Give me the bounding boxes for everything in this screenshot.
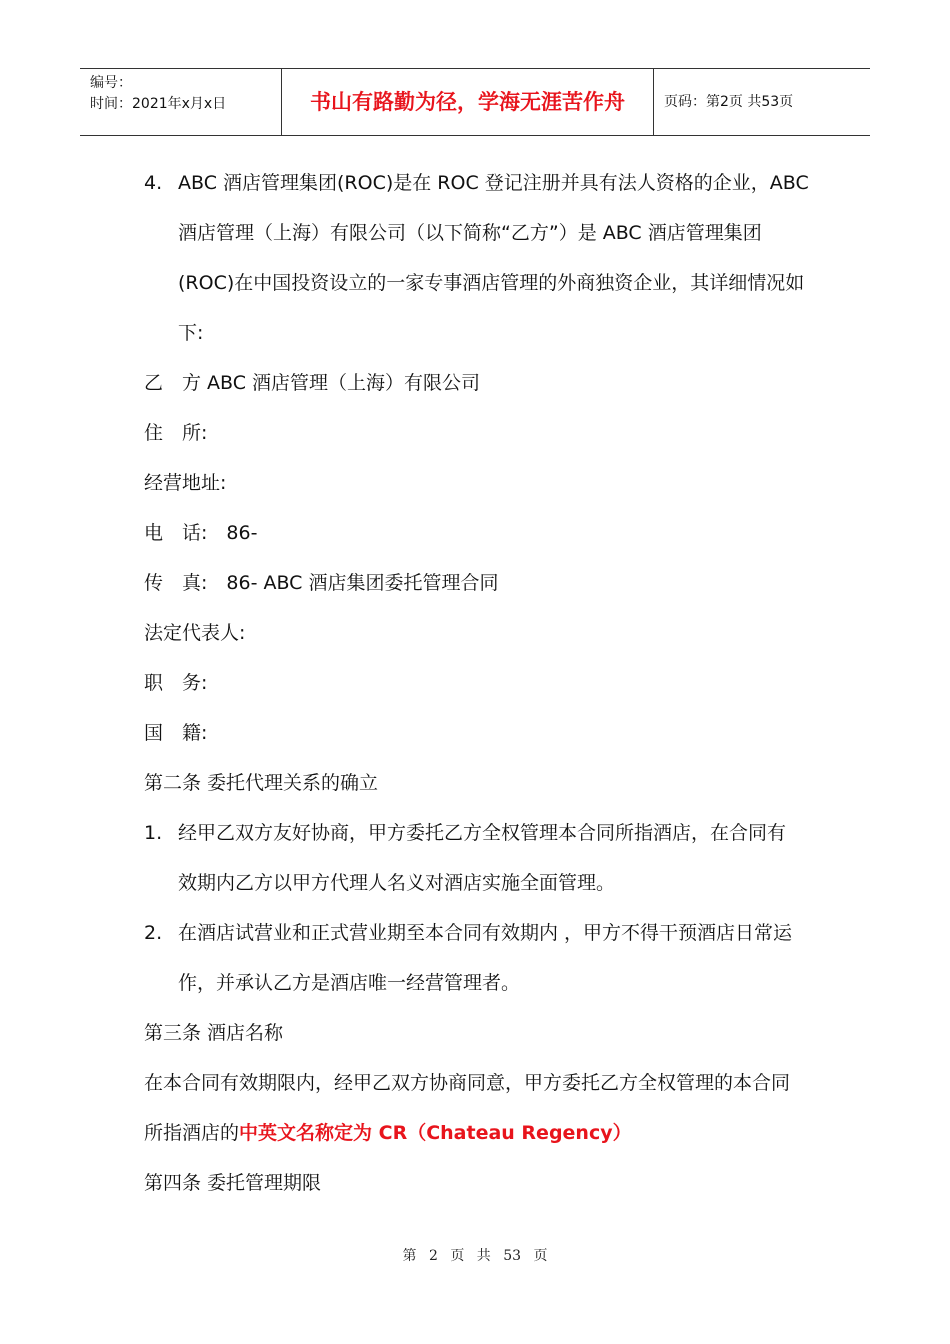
item-4-number: 4. [144,172,163,194]
footer-word-di: 第 [402,1248,417,1264]
footer-word-ye: 页 [450,1248,465,1264]
serial-label: 编号： [90,75,132,91]
party-b-line: 乙 方 ABC 酒店管理（上海）有限公司 [144,372,481,394]
page-footer [0,1245,950,1265]
fax-line: 传 真: 86- ABC 酒店集团委托管理合同 [144,572,499,594]
article-2-item-2-line-1: 在酒店试营业和正式营业期至本合同有效期内 ，甲方不得干预酒店日常运 [178,922,793,944]
item-4-line-3: (ROC)在中国投资设立的一家专事酒店管理的外商独资企业，其详细情况如 [178,272,805,294]
article-2-item-2-line-2: 作，并承认乙方是酒店唯一经营管理者。 [178,972,521,994]
footer-word-ye-2: 页 [533,1248,548,1264]
article-2-item-1-line-2: 效期内乙方以甲方代理人名义对酒店实施全面管理。 [178,872,616,894]
item-4-line-4: 下: [178,322,204,344]
header-motto: 书山有路勤为径，学海无涯苦作舟 [282,69,654,135]
article-2-item-1-number: 1. [144,822,163,844]
article-2-title: 第二条 委托代理关系的确立 [144,772,379,794]
footer-page-number: 2 [428,1248,438,1264]
item-4-line-1: ABC 酒店管理集团(ROC)是在 ROC 登记注册并具有法人资格的企业，ABC [178,172,809,194]
business-address-line: 经营地址: [144,472,227,494]
article-3-title: 第三条 酒店名称 [144,1022,284,1044]
nationality-line: 国 籍: [144,722,208,744]
footer-total-pages: 53 [503,1248,522,1264]
position-line: 职 务: [144,672,208,694]
phone-line: 电 话: 86- [144,522,258,544]
article-3-line-2 [144,1118,632,1148]
footer-word-gong: 共 [476,1248,491,1264]
address-line: 住 所: [144,422,208,444]
header-page-info: 页码：第2页 共53页 [664,94,794,110]
legal-rep-line: 法定代表人: [144,622,246,644]
article-4-title: 第四条 委托管理期限 [144,1172,322,1194]
date-label: 时间：2021年x月x日 [90,96,227,112]
hotel-name-highlight: 中英文名称定为 CR（Chateau Regency） [239,1122,632,1144]
article-3-line-1: 在本合同有效期限内，经甲乙双方协商同意，甲方委托乙方全权管理的本合同 [144,1072,791,1094]
article-3-line-2-prefix: 所指酒店的 [144,1122,240,1144]
item-4-line-2: 酒店管理（上海）有限公司（以下简称“乙方”）是 ABC 酒店管理集团 [178,222,762,244]
article-2-item-1-line-1: 经甲乙双方友好协商，甲方委托乙方全权管理本合同所指酒店，在合同有 [178,822,787,844]
article-2-item-2-number: 2. [144,922,163,944]
